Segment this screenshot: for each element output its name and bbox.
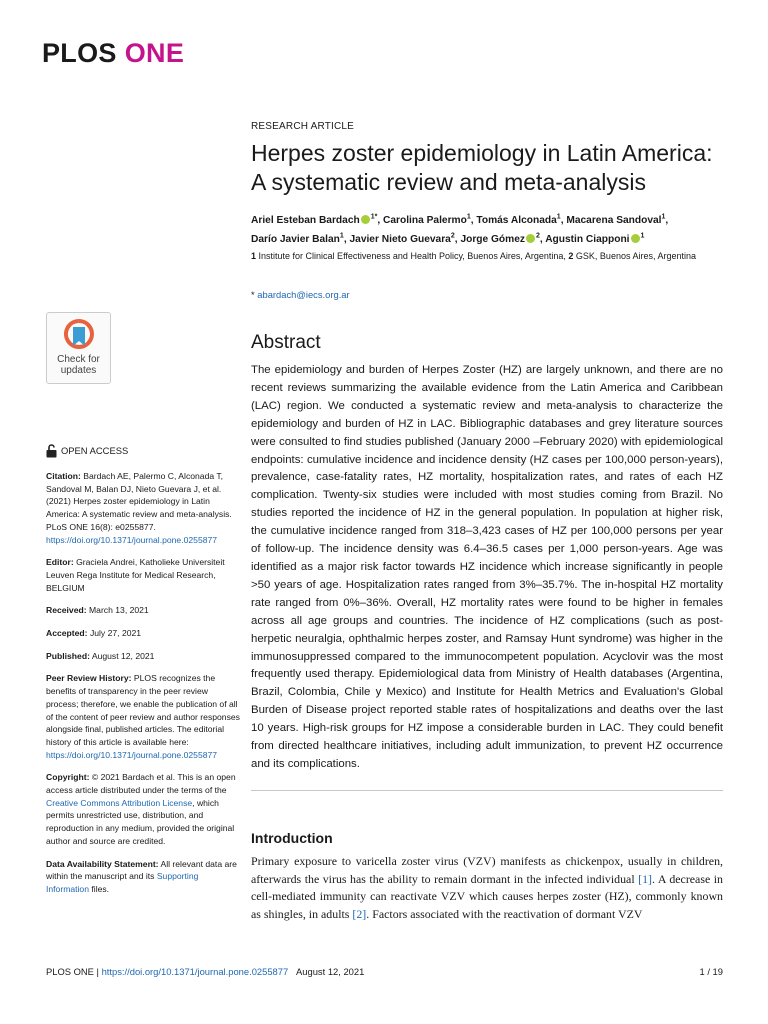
open-lock-icon <box>46 444 57 458</box>
peer-review-history: Peer Review History: PLOS recognizes the benefits of transparency in the peer review process; therefore, we enable the publication of all of the content of peer review and author responses alongside final, published articles. The editorial history of this article is available here: https://doi.org/10.1371/journal.pone.0255877 <box>46 673 240 760</box>
peer-review-link[interactable]: https://doi.org/10.1371/journal.pone.0255877 <box>46 749 218 760</box>
orcid-icon[interactable] <box>526 234 535 243</box>
check-for-updates-badge[interactable]: Check for updates <box>46 312 111 384</box>
editor: Editor: Graciela Andrei, Katholieke Universiteit Leuven Rega Institute for Medical Research, BELGIUM <box>46 557 225 593</box>
section-divider <box>251 790 723 791</box>
open-access-badge: OPEN ACCESS <box>46 444 240 458</box>
logo-one: ONE <box>124 38 185 68</box>
author[interactable]: Darío Javier Balan$^1$, <box>251 232 350 245</box>
received-date: Received: March 13, 2021 <box>46 605 149 616</box>
journal-logo <box>42 38 184 69</box>
introduction-text: Primary exposure to varicella zoster virus (VZV) manifests as chickenpox, usually in children, afterwards the virus has the ability to remain dormant in the infected individual [1]. A decrease in cell-mediated immunity can reactivate VZV which causes herpes zoster (HZ), commonly known as shingles, in adults [2]. Factors associated with the reactivation of dormant VZV <box>251 854 723 921</box>
email-link[interactable]: abardach@iecs.org.ar <box>257 289 350 300</box>
author[interactable]: Jorge Gómez $^2$, <box>460 232 546 245</box>
author[interactable]: Javier Nieto Guevara$^2$, <box>349 232 461 245</box>
accepted-date: Accepted: July 27, 2021 <box>46 628 142 639</box>
author[interactable]: Macarena Sandoval$^1$, <box>566 214 669 227</box>
footer-date: August 12, 2021 <box>296 966 365 977</box>
page-footer: PLOS ONE | https://doi.org/10.1371/journal.pone.0255877 August 12, 2021 1 / 19 <box>46 966 723 977</box>
author[interactable]: Tomás Alconada$^1$, <box>476 214 567 227</box>
introduction-heading: Introduction <box>251 830 333 846</box>
page-number: 1 / 19 <box>699 966 723 977</box>
reference-link[interactable]: [2] <box>352 906 367 921</box>
citation-doi-link[interactable]: https://doi.org/10.1371/journal.pone.0255877 <box>46 534 218 545</box>
affiliations: 1 Institute for Clinical Effectiveness and Health Policy, Buenos Aires, Argentina, 2 GSK, Buenos Aires, Argentina <box>251 251 696 261</box>
abstract-text: The epidemiology and burden of Herpes Zoster (HZ) are largely unknown, and there are no recent reviews summarizing the available evidence from the Latin America and Caribbean (LAC) region. We conducted a systematic review and meta-analysis to characterize the epidemiology and burden of HZ in LAC. Bibliographic databases and grey literature sources were consulted to find studies published (January 2000 –February 2020) with epidemiological endpoints: cumulative incidence and incidence density (HZ cases per 100,000 person-years), prevalence, case-fatality rates, HZ mortality, hospitalization rates, and rates of each HZ complication. Twenty-six studies were included with most studies coming from Brazil. No studies reported the incidence of HZ in the general population. In population at higher risk, the cumulative incidence ranged from 318–3,423 cases of HZ per 100,000 persons per year of follow-up. The incidence density was 6.4–36.5 cases per 1,000 person-years. Age was identified as a major risk factor towards HZ incidence which increase significantly in people >50 years of age. Hospitalization rates ranged from 3%–35.7%. The in-hospital HZ mortality rate ranged from 0%–36%. Overall, HZ mortality rates were found to be higher in females across all age groups and countries. The incidence of HZ complications (such as post-herpetic neuralgia, ophthalmic herpes zoster, and Ramsay Hunt syndrome) was higher in the immunosuppressed compared to the immunocompetent population. Acyclovir was the most frequently used therapy. Epidemiological data from Ministry of Health databases (Argentina, Brazil, Colombia, Chile y Mexico) and Institute for Health Metrics and Evaluation's Global Burden of Disease project reported stable rates of hospitalizations and deaths over the last 10 years. High-risk groups for HZ impose a considerable burden in LAC. They could benefit from directed healthcare initiatives, including adult immunization, to prevent HZ occurrence and its complications. <box>251 364 723 770</box>
published-date: Published: August 12, 2021 <box>46 650 155 661</box>
author[interactable]: Agustin Ciapponi $^1$ <box>545 232 645 245</box>
license-link[interactable]: Creative Commons Attribution License <box>46 797 193 808</box>
copyright: Copyright: © 2021 Bardach et al. This is an open access article distributed under the terms of the Creative Commons Attribution License, which permits unrestricted use, distribution, and reproduction in any medium, provided the original author and source are credited. <box>46 772 236 846</box>
author-list <box>251 210 731 247</box>
article-info-sidebar <box>46 444 240 906</box>
article-title: Herpes zoster epidemiology in Latin America: A systematic review and meta-analysis <box>251 140 713 195</box>
citation: Citation: Bardach AE, Palermo C, Alconada T, Sandoval M, Balan DJ, Nieto Guevara J, et al. (2021) Herpes zoster epidemiology in Latin America: A systematic review and meta-analysis. PLoS ONE 16(8): e0255877. https://doi.org/10.1371/journal.pone.0255877 <box>46 471 232 545</box>
supporting-info-link[interactable]: Supporting Information <box>46 871 199 894</box>
article-type: RESEARCH ARTICLE <box>251 121 355 132</box>
reference-link[interactable]: [1] <box>638 871 653 886</box>
corresponding-author: * abardach@iecs.org.ar <box>251 289 350 300</box>
abstract-heading: Abstract <box>251 332 321 353</box>
orcid-icon[interactable] <box>631 234 640 243</box>
footer-doi-link[interactable]: https://doi.org/10.1371/journal.pone.0255877 <box>101 966 289 977</box>
logo-plos: PLOS <box>42 38 117 68</box>
orcid-icon[interactable] <box>361 215 370 224</box>
data-availability: Data Availability Statement: All relevant data are within the manuscript and its Supporting Information files. <box>46 858 237 894</box>
author[interactable]: Ariel Esteban Bardach $^{1*}$, <box>251 214 384 227</box>
bookmark-icon <box>64 319 94 351</box>
author[interactable]: Carolina Palermo$^1$, <box>383 214 477 227</box>
